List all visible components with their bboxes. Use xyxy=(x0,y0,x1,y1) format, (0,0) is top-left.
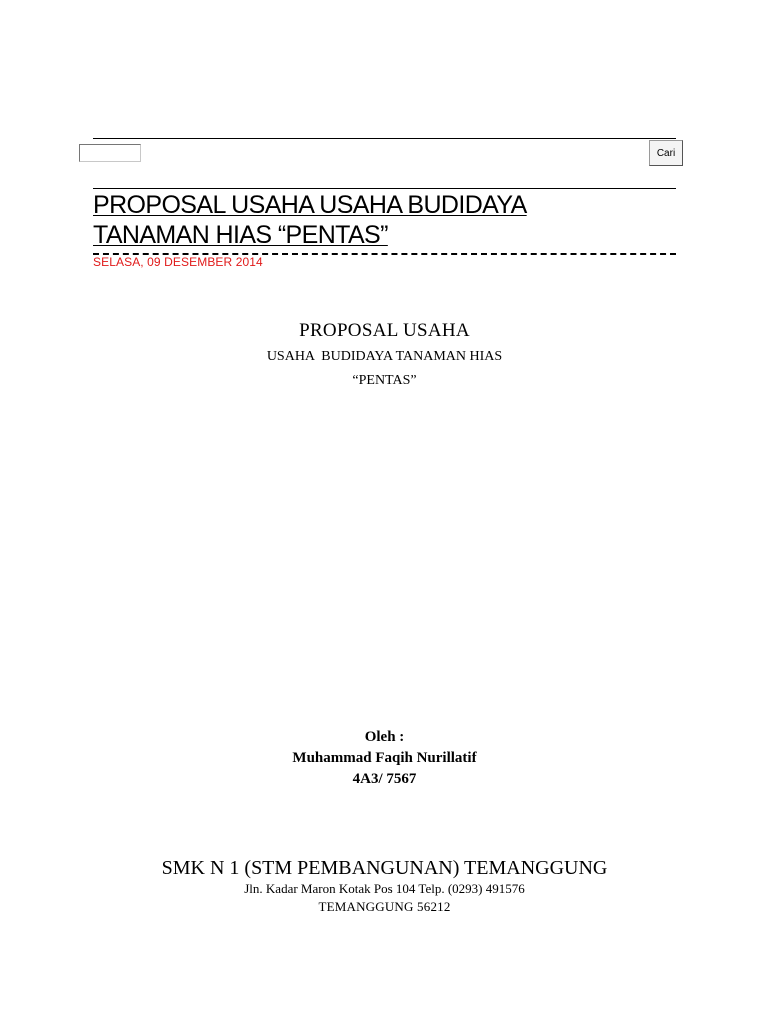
header-divider xyxy=(93,188,676,189)
school-city: TEMANGGUNG 56212 xyxy=(318,899,451,914)
school-address: Jln. Kadar Maron Kotak Pos 104 Telp. (0293) 491576 xyxy=(244,881,525,896)
by-label: Oleh : xyxy=(364,729,405,745)
document-business-name: “PENTAS” xyxy=(352,373,417,388)
post-title-line-2[interactable]: TANAMAN HIAS “PENTAS” xyxy=(93,221,388,249)
post-date: SELASA, 09 DESEMBER 2014 xyxy=(93,255,263,269)
post-title[interactable] xyxy=(93,190,593,250)
document-heading: PROPOSAL USAHA xyxy=(299,320,470,341)
search-input[interactable] xyxy=(79,144,141,162)
post-title-line-1[interactable]: PROPOSAL USAHA USAHA BUDIDAYA xyxy=(93,191,527,219)
author-block xyxy=(93,727,676,790)
top-divider xyxy=(93,138,676,139)
author-class: 4A3/ 7567 xyxy=(352,771,417,787)
school-name: SMK N 1 (STM PEMBANGUNAN) TEMANGGUNG xyxy=(161,857,608,879)
author-name: Muhammad Faqih Nurillatif xyxy=(292,750,477,766)
document-subheading: USAHA BUDIDAYA TANAMAN HIAS xyxy=(266,349,503,364)
search-button[interactable]: Cari xyxy=(649,140,683,166)
